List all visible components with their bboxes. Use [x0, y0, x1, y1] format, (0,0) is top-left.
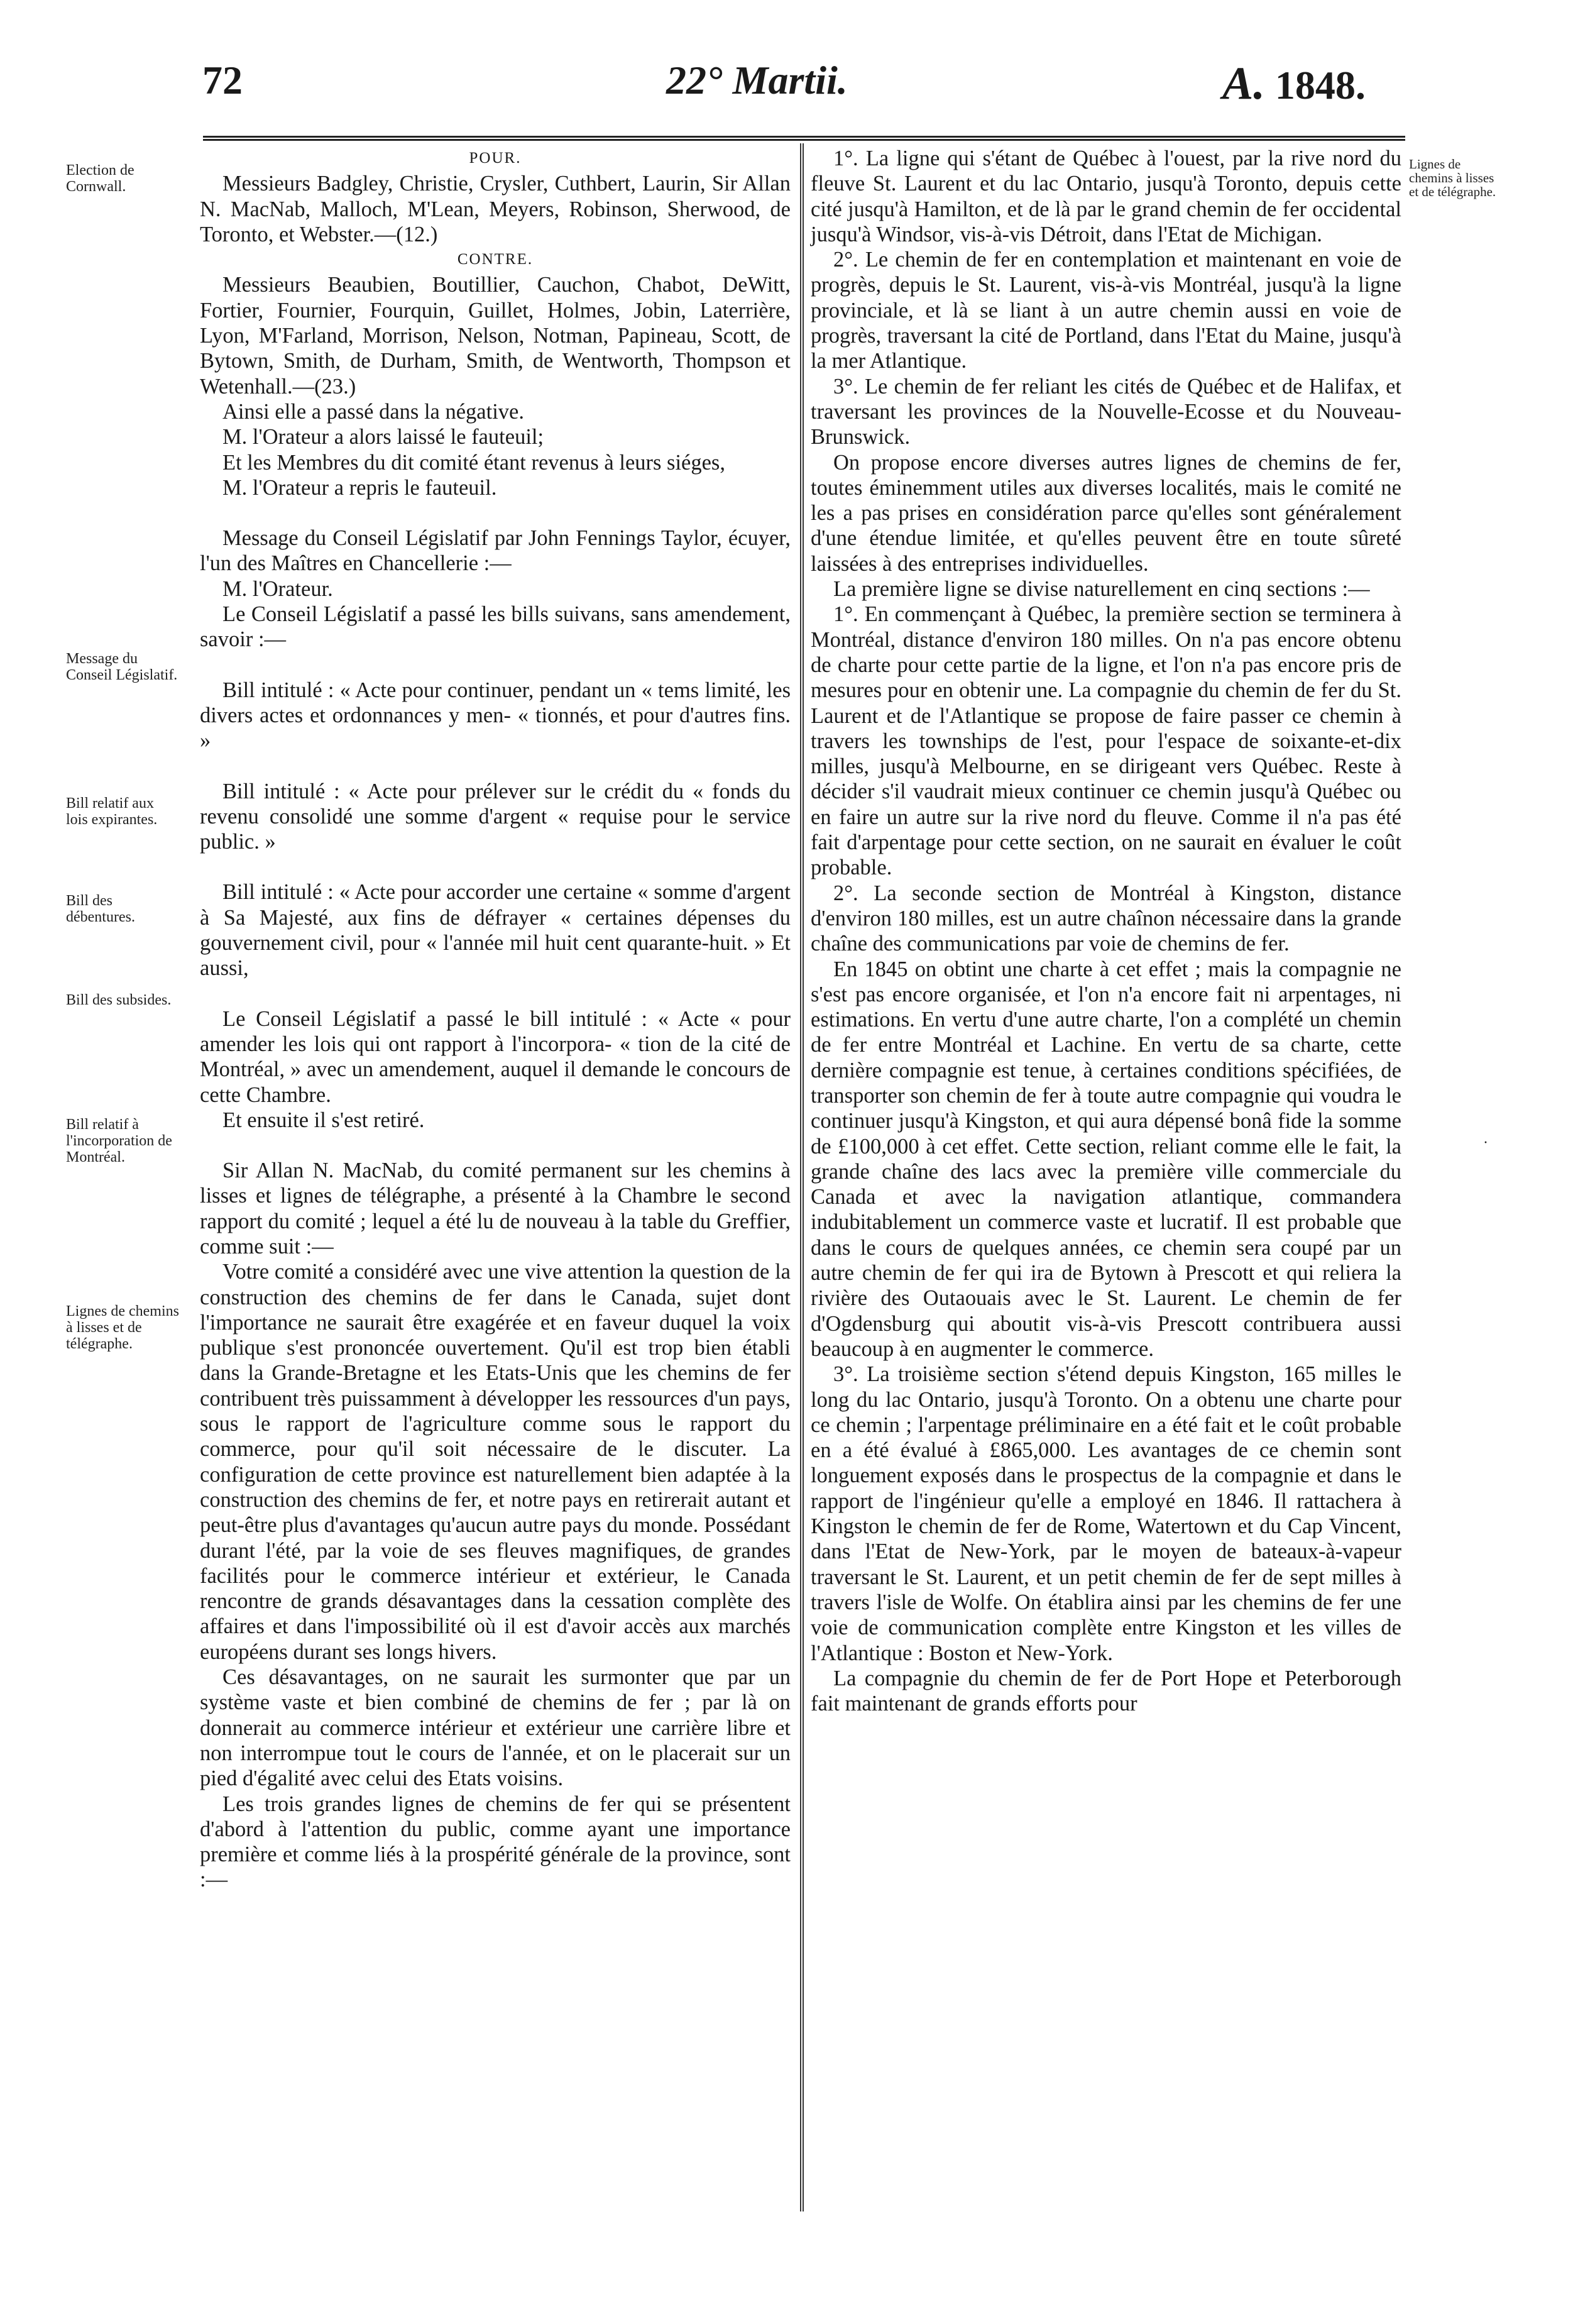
right-paragraph-2: 2°. Le chemin de fer en contemplation et maintenant en voie de progrès, depuis le St. Laurent, vis-à-vis Montréal, jusqu'à la ligne provinciale, et là se liant à un autre chemin aussi en voie de progrès, traversant la cité de Portland, dans l'Etat du Maine, jusqu'à la mer Atlantique.	[811, 248, 1401, 373]
right-paragraph-4: On propose encore diverses autres lignes de chemins de fer, toutes éminemment utiles aux diverses localités, mais le comité ne les a pas prises en considération parce qu'elles sont généralement d'une étendue limitée, et qu'elles peuvent être en toute sûreté laissées à des entreprises individuelles.	[811, 450, 1401, 576]
pour-list: Messieurs Badgley, Christie, Crysler, Cuthbert, Laurin, Sir Allan N. MacNab, Malloch, M'Lean, Meyers, Robinson, Sherwood, de Toronto, et Webster.—(12.)	[200, 172, 791, 246]
left-column	[200, 146, 791, 1893]
report-paragraph-1: Votre comité a considéré avec une vive attention la question de la construction des chemins de fer dans le Canada, sujet dont l'importance ne saurait être exagérée et en faveur duquel la voix publique s'est prononcée ouvertement. Qu'il est trop bien établi dans la Grande-Bretagne et les Etats-Unis que les chemins de fer contribuent très puissamment à développer les ressources d'un pays, sous le rapport de l'agriculture comme sous le rapport du commerce, pour qu'il soit nécessaire de le discuter. La configuration de cette province est naturellement bien adaptée à la construction des chemins de fer, et notre pays en retirerait autant et peut-être plus d'avantages qu'aucun autre pays du monde. Possédant durant l'été, par la voie de ses fleuves magnifiques, de grandes facilités pour le commerce intérieur et extérieur, le Canada rencontre de grands désavantages dans la cessation complète des affaires et dans l'impossibilité où il est d'avoir accès aux marchés européens durant ses longs hivers.	[200, 1260, 791, 1664]
margin-note-message: Message du Conseil Législatif.	[66, 651, 178, 683]
right-paragraph-10: La compagnie du chemin de fer de Port Hope et Peterborough fait maintenant de grands efforts pour	[811, 1666, 1401, 1716]
column-divider	[800, 143, 804, 2211]
orateur-leaves: M. l'Orateur a alors laissé le fauteuil;	[222, 425, 544, 449]
message-passed: Le Conseil Législatif a passé les bills suivans, sans amendement, savoir :—	[200, 602, 791, 652]
right-column	[811, 146, 1401, 1716]
report-paragraph-2: Ces désavantages, on ne saurait les surmonter que par un système vaste et bien combiné de chemins de fer ; par là on donnerait au commerce intérieur et extérieur une carrière libre et non interrompue tout le cours de l'année, et on le placerait sur un pied d'égalité avec celui des Etats voisins.	[200, 1665, 791, 1791]
negative-text: Ainsi elle a passé dans la négative.	[222, 399, 524, 424]
right-paragraph-9: 3°. La troisième section s'étend depuis Kingston, 165 milles le long du lac Ontario, jusqu'à Toronto. On a obtenu une charte pour ce chemin ; l'arpentage préliminaire en a été fait et le coût probable en a été évalué à £865,000. Les avantages de ce chemin sont longuement exposés dans le prospectus de la compagnie et dans le rapport de l'ingénieur qu'elle a employé en 1846. Il rattachera à Kingston le chemin de fer de Rome, Watertown et du Cap Vincent, dans l'Etat de New-York, par le moyen de bateaux-à-vapeur traversant le St. Laurent, et un petit chemin de fer de sept milles à travers l'isle de Wolfe. On établira ainsi par les chemins de fer une voie de communication complète entre Kingston et les villes de l'Atlantique : Boston et New-York.	[811, 1362, 1401, 1665]
page-date: 22° Martii.	[666, 58, 848, 102]
right-paragraph-5: La première ligne se divise naturellement en cinq sections :—	[833, 577, 1370, 602]
orateur-resumes: M. l'Orateur a repris le fauteuil.	[222, 475, 497, 500]
right-paragraph-7: 2°. La seconde section de Montréal à Kingston, distance d'environ 180 milles, est un autre chaînon nécessaire dans la grande chaîne des communications par voie de chemins de fer.	[811, 881, 1401, 956]
margin-note-bill-lois: Bill relatif aux lois expirantes.	[66, 795, 158, 828]
withdrew-text: Et ensuite il s'est retiré.	[222, 1108, 425, 1132]
margin-note-bill-debentures: Bill des débentures.	[66, 893, 135, 925]
members-return: Et les Membres du dit comité étant revenus à leurs siéges,	[222, 450, 725, 475]
bill-lois: Bill intitulé : « Acte pour continuer, pendant un « tems limité, les divers actes et ordonnances y men- « tionnés, et pour d'autres fins. »	[200, 678, 791, 753]
margin-note-elections: Election de Cornwall.	[66, 162, 134, 195]
margin-note-bill-montreal: Bill relatif à l'incorporation de Montréal.	[66, 1116, 172, 1165]
year-mark: A.	[1222, 58, 1265, 109]
message-address: M. l'Orateur.	[222, 576, 333, 601]
bill-debentures: Bill intitulé : « Acte pour prélever sur le crédit du « fonds du revenu consolidé une somme d'argent « requise pour le service public. »	[200, 779, 791, 854]
header-rule	[203, 136, 1405, 141]
margin-note-lignes-left: Lignes de chemins à lisses et de télégraphe.	[66, 1303, 179, 1352]
year-value: 1848.	[1274, 63, 1366, 107]
bill-montreal: Le Conseil Législatif a passé le bill intitulé : « Acte « pour amender les lois qui ont rapport à l'incorpora- « tion de la cité de Montréal, » avec un amendement, auquel il demande le concours de cette Chambre.	[200, 1006, 791, 1107]
right-paragraph-6: 1°. En commençant à Québec, la première section se terminera à Montréal, distance d'environ 180 milles. On n'a pas encore obtenu de charte pour cette partie de la ligne, et l'on n'a pas encore pris de mesures pour en obtenir une. La compagnie du chemin de fer du St. Laurent et de l'Atlantique se propose de faire passer ce chemin à travers les townships de l'est, pour l'espace de soixante-et-dix milles, jusqu'à Melbourne, en se dirigeant vers Québec. Reste à décider s'il vaudrait mieux continuer ce chemin jusqu'à Québec ou en faire un autre sur la rive nord du fleuve. Comme il n'a pas été fait d'arpentage pour cette section, on ne saurait en évaluer le coût probable.	[811, 602, 1401, 880]
page-number: 72	[202, 58, 243, 102]
right-paragraph-3: 3°. Le chemin de fer reliant les cités de Québec et de Halifax, et traversant les provinces de la Nouvelle-Ecosse et du Nouveau-Brunswick.	[811, 374, 1401, 449]
message-intro: Message du Conseil Législatif par John Fennings Taylor, écuyer, l'un des Maîtres en Chancellerie :—	[200, 526, 791, 576]
report-intro: Sir Allan N. MacNab, du comité permanent sur les chemins à lisses et lignes de télégraphe, a présenté à la Chambre le second rapport du comité ; lequel a été lu de nouveau à la table du Greffier, comme suit :—	[200, 1159, 791, 1258]
pour-heading: POUR.	[469, 150, 522, 167]
margin-note-lignes-right: Lignes de chemins à lisses et de télégraphe.	[1409, 157, 1496, 199]
margin-mark: ·	[1483, 1135, 1488, 1151]
margin-note-bill-subsides: Bill des subsides.	[66, 992, 172, 1008]
right-paragraph-1: 1°. La ligne qui s'étant de Québec à l'ouest, par la rive nord du fleuve St. Laurent et du lac Ontario, jusqu'à Toronto, depuis cette cité jusqu'à Hamilton, et de là par le grand chemin de fer occidental jusqu'à Windsor, vis-à-vis Détroit, dans l'Etat de Michigan.	[811, 146, 1401, 246]
report-paragraph-3: Les trois grandes lignes de chemins de fer qui se présentent d'abord à l'attention du public, comme ayant une importance première et comme liés à la prospérité générale de la province, sont :—	[200, 1792, 791, 1892]
page-year	[1222, 60, 1366, 107]
bill-subsides: Bill intitulé : « Acte pour accorder une certaine « somme d'argent à Sa Majesté, aux fins de défrayer « certaines dépenses du gouvernement civil, pour « l'année mil huit cent quarante-huit. » Et aussi,	[200, 880, 791, 981]
contre-heading: CONTRE.	[457, 251, 534, 268]
contre-list: Messieurs Beaubien, Boutillier, Cauchon, Chabot, DeWitt, Fortier, Fournier, Fourquin, Guillet, Holmes, Jobin, Laterrière, Lyon, M'Farland, Morrison, Nelson, Notman, Papineau, Scott, de Bytown, Smith, de Durham, Smith, de Wentworth, Thompson et Wetenhall.—(23.)	[200, 273, 791, 399]
right-paragraph-8: En 1845 on obtint une charte à cet effet ; mais la compagnie ne s'est pas encore organisée, et l'on n'a encore fait ni arpentages, ni estimations. En vertu d'une autre charte, l'on a complété un chemin de fer entre Montréal et Lachine. En vertu de sa charte, cette dernière compagnie est tenue, à certaines conditions spécifiées, de transporter son chemin de fer à toute autre compagnie qui voudra le continuer jusqu'à Kingston, et qui aura dépensé bonâ fide la somme de £100,000 à cet effet. Cette section, reliant comme elle le fait, la grande chaîne des lacs avec la première ville commerciale du Canada et avec la navigation atlantique, commandera indubitablement un commerce vaste et lucratif. Il est probable que dans le cours de quelques années, ce chemin sera coupé par un autre chemin de fer qui ira de Bytown à Prescott et qui reliera la rivière des Outaouais avec le St. Laurent. Le chemin de fer d'Ogdensburg qui aboutit vis-à-vis Prescott contribuera aussi beaucoup à en augmenter le commerce.	[811, 957, 1401, 1361]
